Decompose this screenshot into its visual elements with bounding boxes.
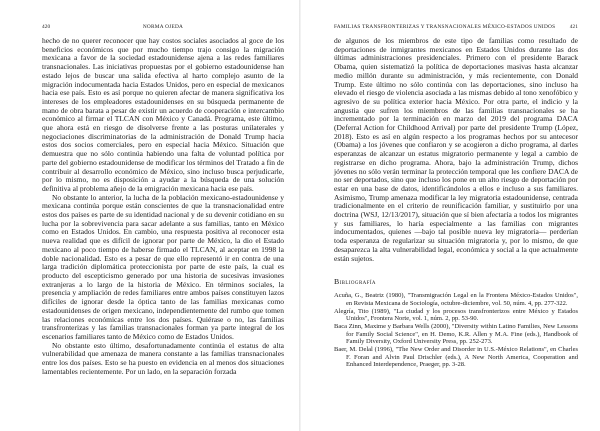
left-page-number: 420	[42, 24, 51, 30]
left-paragraph-1: hecho de no querer reconocer que hay costos sociales asociados al goce de los beneficios económicos que por mucho tiempo trajo consigo la migración mexicana a favor de la sociedad estadounidense ajena a las redes familiares transnacionales. Las iniciativas propuestas por el gobierno estadounidense han estado lejos de buscar una salida efectiva al harto complejo asunto de la migración indocumentada hacia Estados Unidos, pero en especial de mexicanos hacia ese país. Esto es así porque no quieren afectar de manera significativa los intereses de los empleadores estadounidenses en su búsqueda permanente de mano de obra barata a pesar de existir un acuerdo de cooperación e intercambio económico al firmar el TLCAN con México y Canadá. Programa, este último, que ahora está en riesgo de disolverse frente a las posturas unilaterales y negociaciones discriminatorias de la administración de Donald Trump hacia estos dos socios comerciales, pero en especial hacia México. Situación que demuestra que no sólo continúa habiendo una falta de voluntad política por parte del gobierno estadounidense de modificar los términos del Tratado a fin de contribuir al desarrollo económico de México, sino incluso busca perjudicarle, por lo mismo, no es disposición a ayudar a la búsqueda de una solución definitiva al problema añejo de la emigración mexicana hacia ese país.	[42, 36, 284, 193]
left-running-head-title: NORMA OJEDA	[142, 24, 184, 30]
left-paragraph-3: No obstante esto último, desafortunadamente continúa el estatus de alta vulnerabilidad que amenaza de manera constante a las familias transnacionales entre los dos países. Esto se ha puesto en evidencia en al menos dos situaciones lamentables recientemente. Por un lado, en la separación forzada	[42, 340, 284, 376]
bibliography-heading: Bibliografía	[334, 277, 376, 287]
right-body-text	[334, 37, 578, 263]
right-page	[300, 0, 600, 431]
right-running-head-title: FAMILIAS TRANSFRONTERIZAS Y TRANSNACIONALES MÉXICO-ESTADOS UNIDOS	[334, 24, 556, 30]
reference-item: Baca Zinn, Maxime y Barbara Wells (2000), "Diversity within Latino Families, New Lessons for Family Social Science", en H. Demo, K.R. Allen y M.A. Fine (eds.), Handbook of Family Diversity, Oxford University Press, pp. 252-273.	[334, 323, 578, 346]
reference-item: Baer, M. Delal (1996), "The New Order and Disorder in U.S.-México Relations", en Charles F. Foran and Alvin Paul Drischler (eds.), A New North America, Cooperation and Enhanced Interdependence, Praeger, pp. 3-28.	[334, 346, 578, 369]
reference-item: Alegría, Tito (1989), "La ciudad y los procesos transfronterizos entre México y Estados Unidos", Frontera Norte, vol. 1, núm. 2, pp. 53-90.	[334, 307, 578, 323]
left-paragraph-2: No obstante lo anterior, la lucha de la población mexicano-estadounidense y mexicana continúa porque están conscientes de que la transnacionalidad entre estos dos países es parte de su identidad nacional y de su devenir cotidiano en su lucha por la sobrevivencia para sacar adelante a sus familias, tanto en México como en Estados Unidos. En cambio, una respuesta positiva al reconocer esta nueva realidad que es difícil de ignorar por parte de México, la dio el Estado mexicano al poco tiempo de haberse firmado el TLCAN, al aceptar en 1998 la doble nacionalidad. Esto es a pesar de que ello representó ir en contra de una larga tradición diplomática proteccionista por parte de este país, la cual es producto del escepticismo generado por una historia de sucesivas invasiones extranjeras a lo largo de la historia de México. En términos sociales, la presencia y ampliación de redes familiares entre ambos países constituyen lazos difíciles de ignorar desde la óptica tanto de las familias mexicanas como estadounidenses de origen mexicano, independientemente del rumbo que tomen las relaciones económicas entre los dos países. Quiérase o no, las familias transfronterizas y las familias transnacionales forman ya parte integral de los escenarios familiares tanto de México como de Estados Unidos.	[42, 192, 284, 341]
right-page-number: 421	[569, 24, 578, 30]
left-running-header	[42, 24, 284, 33]
right-paragraph-1: de algunos de los miembros de este tipo de familias como resultado de deportaciones de inmigrantes mexicanos en Estados Unidos durante las dos últimas administraciones presidenciales. Primero con el presidente Barack Obama, quien sistematizó la política de deportaciones masivas hasta alcanzar medio millón durante su administración, y más recientemente, con Donald Trump. Este último no sólo continúa con las deportaciones, sino incluso ha elevado el riesgo de violencia asociada a las mismas debido al tono xenofóbico y agresivo de su política exterior hacia México. Por otra parte, el indicio y la angustia que sufren los miembros de las familias transnacionales se ha incrementado por la terminación en marzo del 2019 del programa DACA (Deferral Action for Childhood Arrival) por parte del presidente Trump (López, 2018). Esto es así en algún respecto a los programas hechos por su antecesor (Obama) a los jóvenes que confiaron y se acogieron a dicho programa, al darles esperanzas de alcanzar un estatus migratorio permanente y legal a cambio de registrarse en dicho programa. Ahora, bajo la administración Trump, dichos jóvenes no sólo verán terminar la protección temporal que les confiere DACA de no ser deportados, sino que incluso los pone en un alto riesgo de deportación por estar en una base de datos, identificándolos a ellos e incluso a sus familiares. Asimismo, Trump amenaza modificar la ley migratoria estadounidense, centrada tradicionalmente en el criterio de reunificación familiar, y sustituirlo por una doctrina (WSJ, 12/13/2017), situación que sí bien afectaría a todos los migrantes y sus familiares, lo haría especialmente a las familias con migrantes indocumentados, quienes —bajo tal posible nueva ley migratoria— perderían toda esperanza de regularizar su situación migratoria y, por lo mismo, de que desaparezca la alta vulnerabilidad legal, económica y social a la que actualmente están sujetos.	[334, 36, 578, 263]
right-running-header	[334, 24, 578, 33]
reference-item: Acuña, G., Beatriz (1980), "Transmigración Legal en la Frontera México-Estados Unidos", en Revista Mexicana de Sociología, octubre-diciembre, vol. 50, núm. 4, pp. 277-322.	[334, 292, 578, 307]
bibliography-list	[334, 292, 578, 368]
left-body-text	[42, 37, 284, 376]
